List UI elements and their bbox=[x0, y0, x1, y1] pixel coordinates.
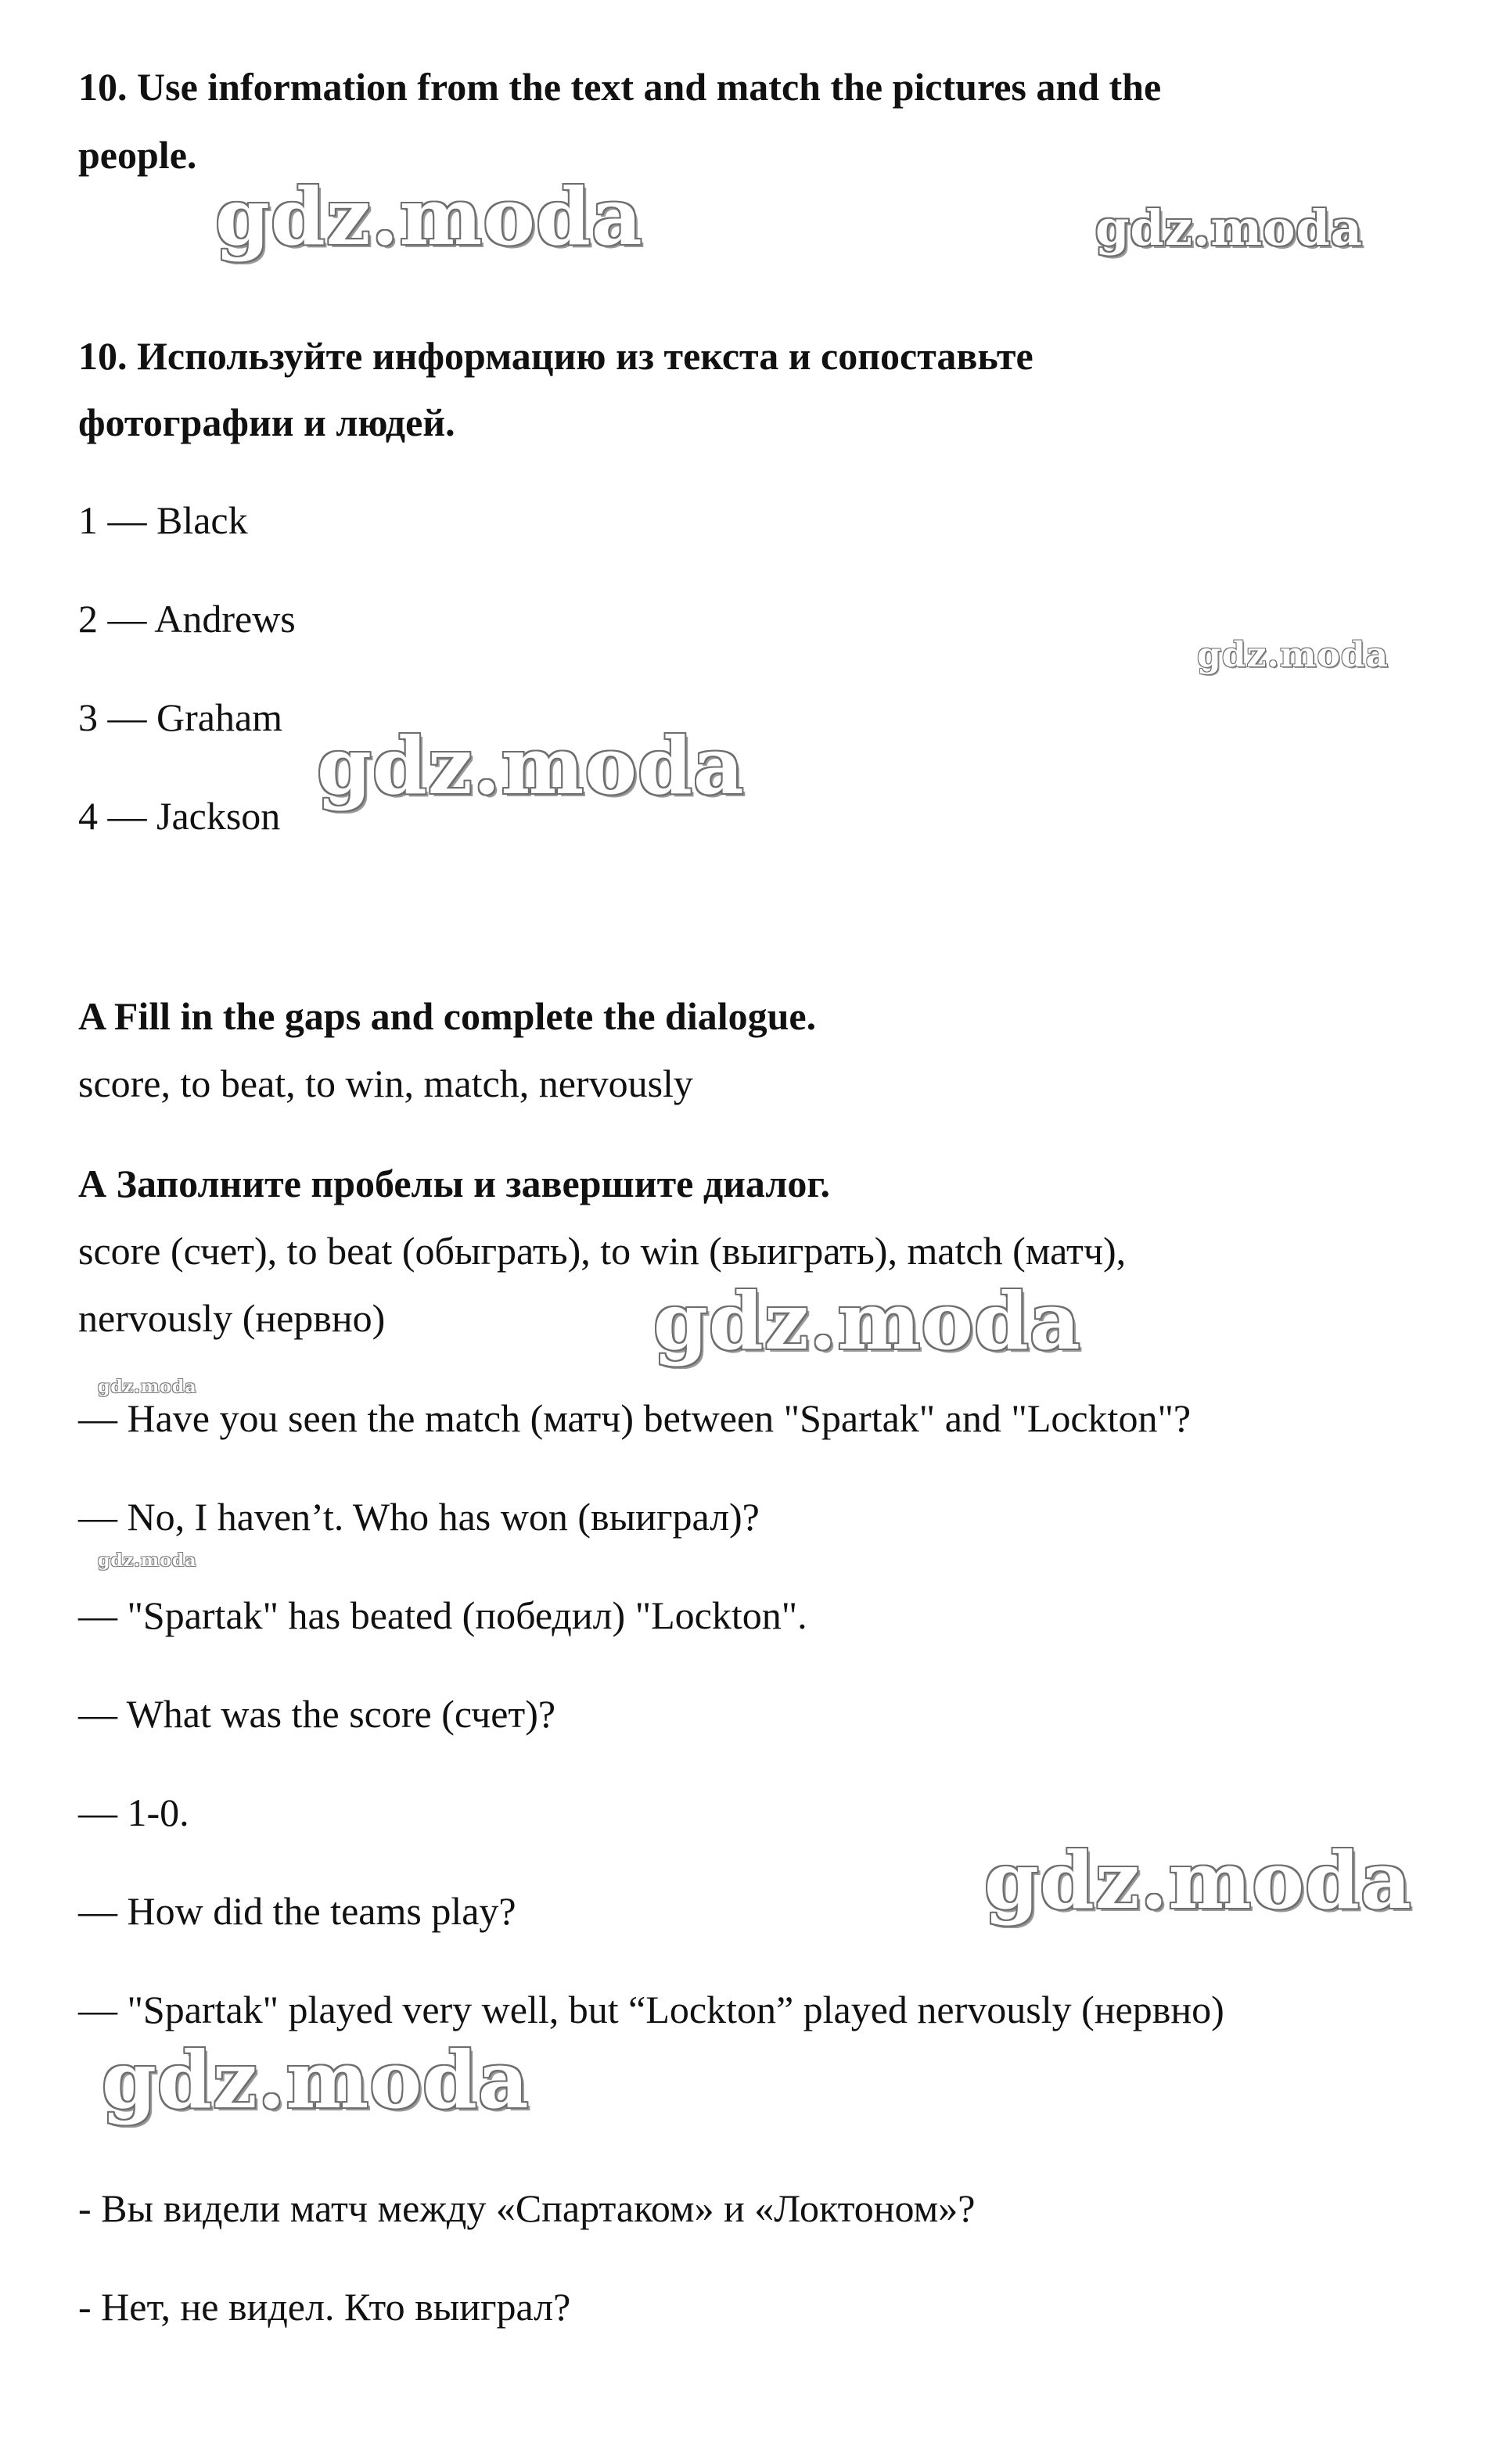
watermark: gdz.moda bbox=[1095, 199, 1363, 257]
dialogue-ru-line-1: - Вы видели матч между «Спартаком» и «Локтоном»? bbox=[78, 2186, 976, 2230]
watermark: gdz.moda bbox=[1197, 635, 1389, 675]
taskA-words-ru-line2: nervously (нервно) bbox=[78, 1296, 386, 1340]
task10-title-en-line1: 10. Use information from the text and match the pictures and the bbox=[78, 65, 1162, 109]
task10-title-ru-line1: 10. Используйте информацию из текста и сопоставьте bbox=[78, 334, 1033, 378]
dialogue-line-1: — Have you seen the match (матч) between "Spartak" and "Lockton"? bbox=[78, 1396, 1192, 1440]
watermark: gdz.moda bbox=[98, 1377, 197, 1397]
task10-answer-4: 4 — Jackson bbox=[78, 794, 281, 838]
dialogue-line-3: — "Spartak" has beated (победил) "Lockton". bbox=[78, 1593, 807, 1637]
task10-answer-2: 2 — Andrews bbox=[78, 597, 296, 641]
dialogue-line-6: — How did the teams play? bbox=[78, 1889, 516, 1933]
dialogue-line-7: — "Spartak" played very well, but “Lockton” played nervously (нервно) bbox=[78, 1988, 1224, 2031]
task10-title-en-line2: people. bbox=[78, 133, 197, 177]
task10-answer-3: 3 — Graham bbox=[78, 695, 283, 739]
watermark: gdz.moda bbox=[102, 2034, 530, 2126]
taskA-words-en: score, to beat, to win, match, nervously bbox=[78, 1061, 693, 1105]
dialogue-line-5: — 1-0. bbox=[78, 1791, 189, 1834]
task10-answer-1: 1 — Black bbox=[78, 498, 248, 542]
watermark: gdz.moda bbox=[215, 171, 643, 263]
watermark: gdz.moda bbox=[98, 1550, 197, 1571]
watermark: gdz.moda bbox=[653, 1275, 1081, 1367]
dialogue-ru-line-2: - Нет, не видел. Кто выиграл? bbox=[78, 2285, 571, 2329]
watermark: gdz.moda bbox=[984, 1834, 1412, 1927]
taskA-title-ru: А Заполните пробелы и завершите диалог. bbox=[78, 1162, 830, 1205]
watermark: gdz.moda bbox=[317, 720, 745, 812]
dialogue-line-4: — What was the score (счет)? bbox=[78, 1692, 556, 1736]
dialogue-line-2: — No, I haven’t. Who has won (выиграл)? bbox=[78, 1495, 760, 1539]
taskA-title-en: A Fill in the gaps and complete the dialogue. bbox=[78, 994, 817, 1038]
task10-title-ru-line2: фотографии и людей. bbox=[78, 400, 455, 444]
taskA-words-ru-line1: score (счет), to beat (обыграть), to win (выиграть), match (матч), bbox=[78, 1229, 1127, 1273]
